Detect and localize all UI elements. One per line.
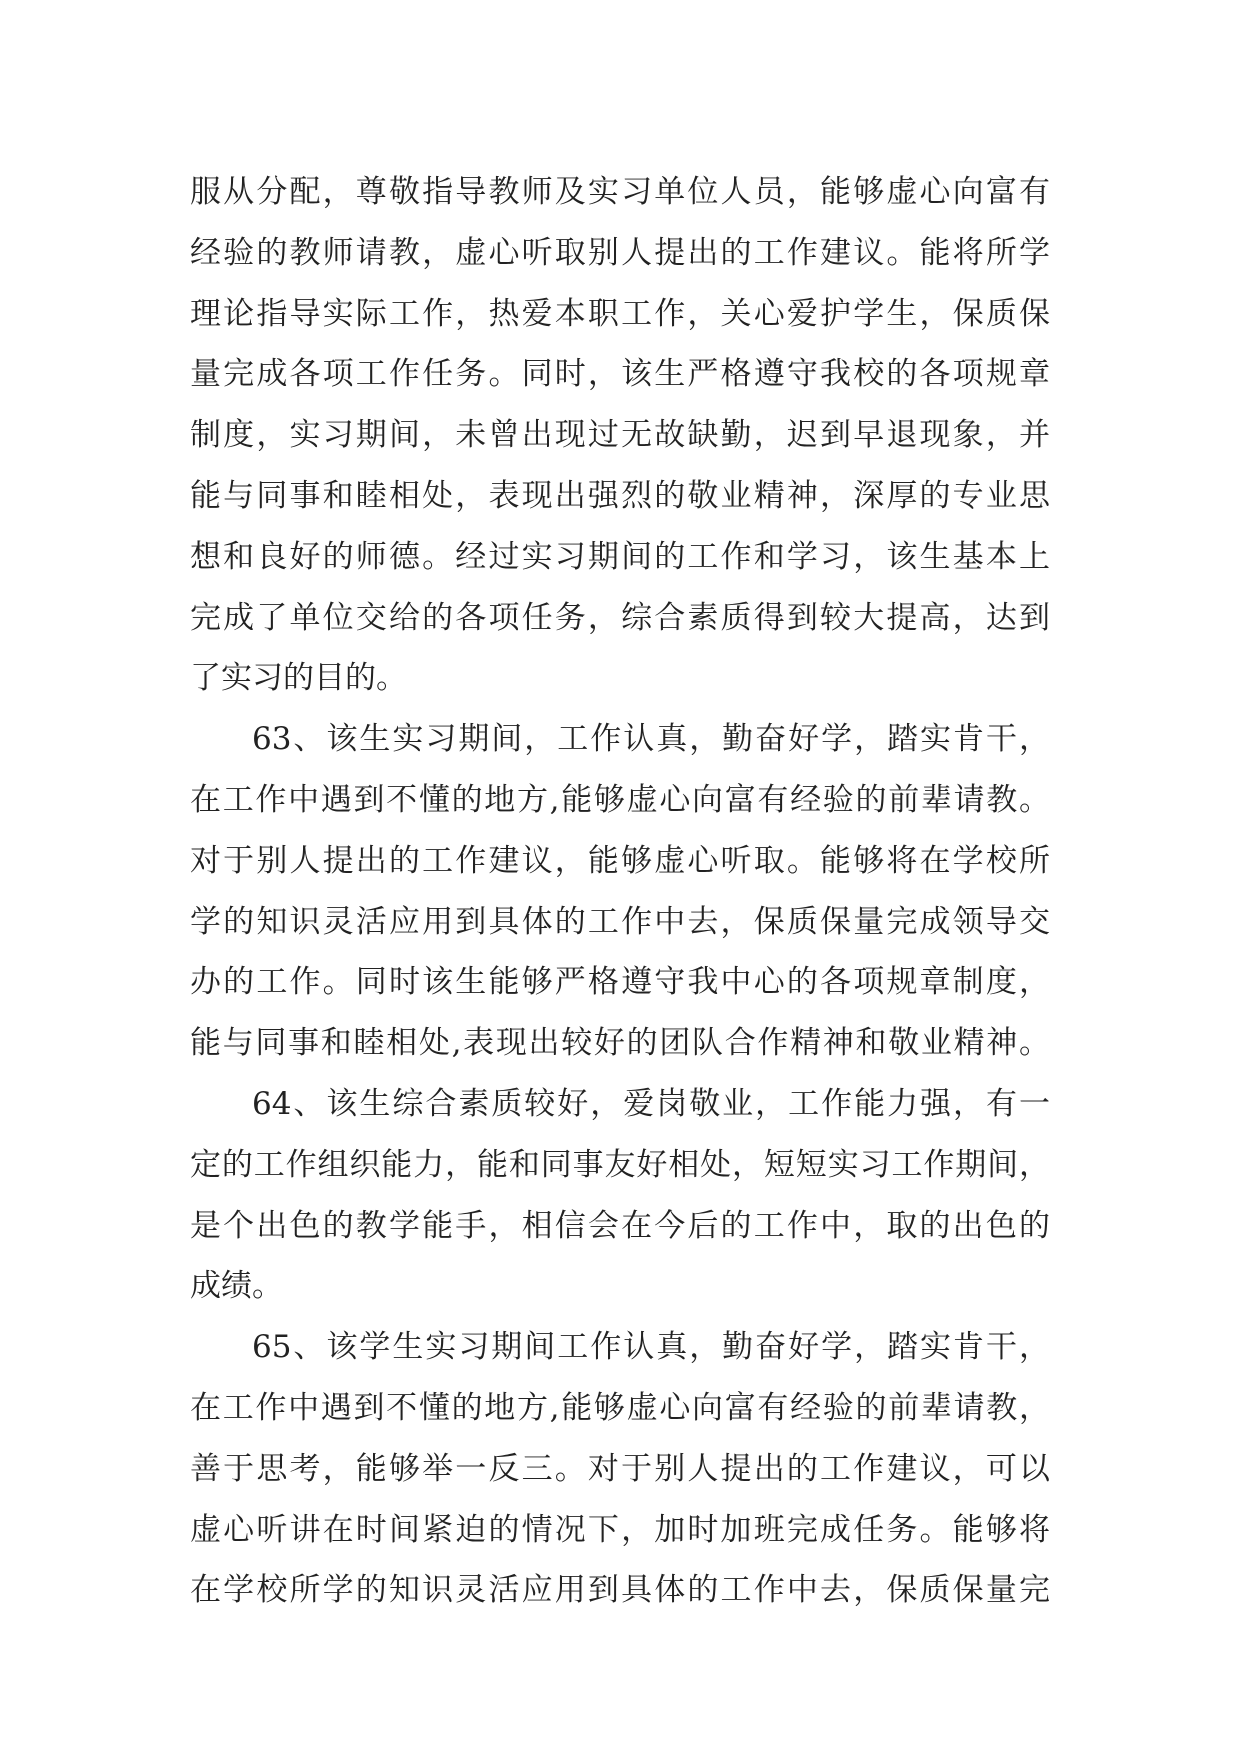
- text-line: 制度，实习期间，未曾出现过无故缺勤，迟到早退现象，并: [190, 417, 1050, 454]
- text-line: 办的工作。同时该生能够严格遵守我中心的各项规章制度，: [190, 964, 1050, 1001]
- text-line: 善于思考，能够举一反三。对于别人提出的工作建议，可以: [190, 1450, 1050, 1487]
- document-body: [190, 162, 1050, 1621]
- text-line: 是个出色的教学能手，相信会在今后的工作中，取的出色的: [190, 1207, 1050, 1244]
- text-line: 能与同事和睦相处,表现出较好的团队合作精神和敬业精神。: [190, 1025, 1050, 1062]
- paragraph-65: [190, 1317, 1050, 1621]
- text-line: 65、该学生实习期间工作认真，勤奋好学，踏实肯干，: [252, 1329, 1050, 1366]
- text-line: 在工作中遇到不懂的地方,能够虚心向富有经验的前辈请教，: [190, 1389, 1050, 1426]
- text-line: 虚心听讲在时间紧迫的情况下，加时加班完成任务。能够将: [190, 1511, 1050, 1548]
- text-line: 服从分配，尊敬指导教师及实习单位人员，能够虚心向富有: [190, 174, 1050, 210]
- text-line: 想和良好的师德。经过实习期间的工作和学习，该生基本上: [190, 538, 1050, 575]
- text-line: 在工作中遇到不懂的地方,能够虚心向富有经验的前辈请教。: [190, 781, 1050, 818]
- text-line: 对于别人提出的工作建议，能够虚心听取。能够将在学校所: [190, 842, 1050, 879]
- text-line: 经验的教师请教，虚心听取别人提出的工作建议。能将所学: [190, 234, 1050, 271]
- paragraph-63: [190, 709, 1050, 1074]
- paragraph-64: [190, 1074, 1050, 1317]
- text-line: 理论指导实际工作，热爱本职工作，关心爱护学生，保质保: [190, 295, 1050, 332]
- text-line: 能与同事和睦相处，表现出强烈的敬业精神，深厚的专业思: [190, 477, 1050, 514]
- text-line: 64、该生综合素质较好，爱岗敬业，工作能力强，有一: [252, 1085, 1050, 1122]
- text-line: 定的工作组织能力，能和同事友好相处，短短实习工作期间，: [190, 1146, 1050, 1183]
- text-line: 量完成各项工作任务。同时，该生严格遵守我校的各项规章: [190, 356, 1050, 393]
- text-line: 63、该生实习期间，工作认真，勤奋好学，踏实肯干，: [252, 721, 1050, 758]
- text-line: 学的知识灵活应用到具体的工作中去，保质保量完成领导交: [190, 903, 1050, 940]
- text-line: 完成了单位交给的各项任务，综合素质得到较大提高，达到: [190, 599, 1050, 636]
- text-line: 成绩。: [190, 1268, 283, 1305]
- text-line: 了实习的目的。: [190, 660, 407, 697]
- text-line: 在学校所学的知识灵活应用到具体的工作中去，保质保量完: [190, 1572, 1050, 1609]
- paragraph-62-continued: [190, 162, 1050, 709]
